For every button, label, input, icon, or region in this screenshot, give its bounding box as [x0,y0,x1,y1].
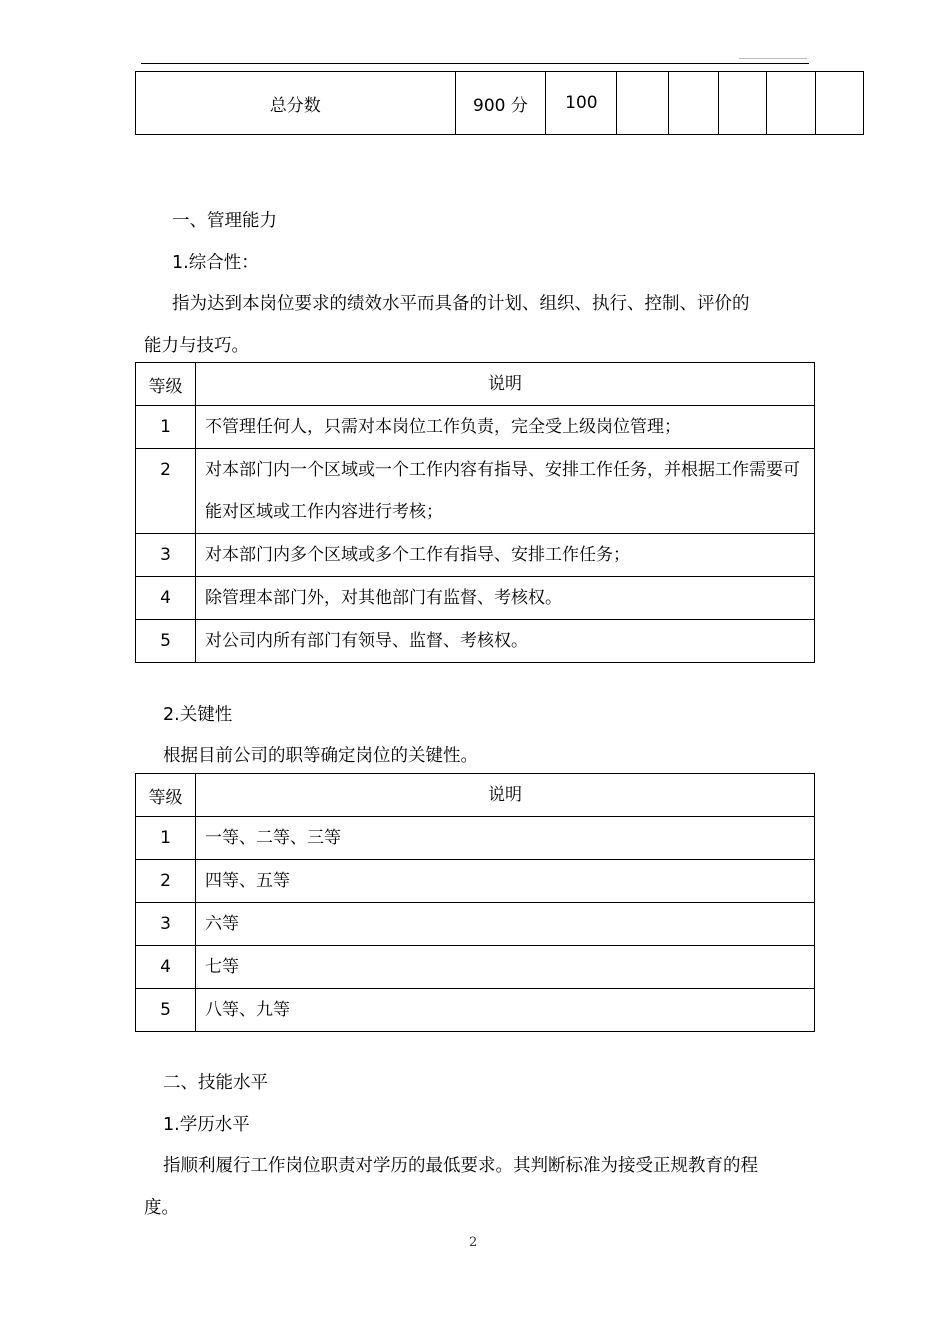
col-header-desc: 说明 [196,774,815,817]
level-cell: 2 [136,860,196,903]
blank-cell [719,72,767,135]
total-score: 100 [546,72,617,135]
table-row [136,449,815,534]
blank-cell [767,72,816,135]
desc-cell: 对本部门内一个区域或一个工作内容有指导、安排工作任务，并根据工作需要可能对区域或工作内容进行考核； [196,449,815,534]
table-row [136,72,864,135]
level-cell: 5 [136,620,196,663]
desc-cell: 不管理任何人，只需对本岗位工作负责，完全受上级岗位管理； [196,406,815,449]
desc-cell: 对公司内所有部门有领导、监督、考核权。 [196,620,815,663]
level-cell: 4 [136,577,196,620]
table-row [136,406,815,449]
section1-sub2-desc: 根据目前公司的职等确定岗位的关键性。 [163,746,478,766]
page-number: 2 [469,1235,478,1250]
table-row [136,946,815,989]
blank-cell [617,72,669,135]
level-cell: 5 [136,989,196,1032]
blank-cell [816,72,864,135]
level-cell: 1 [136,817,196,860]
col-header-desc: 说明 [196,363,815,406]
table-header-row [136,774,815,817]
desc-cell: 一等、二等、三等 [196,817,815,860]
header-rule [141,63,809,64]
desc-cell: 除管理本部门外，对其他部门有监督、考核权。 [196,577,815,620]
table-row [136,534,815,577]
comprehensiveness-table [135,362,815,663]
desc-cell: 七等 [196,946,815,989]
table-row [136,903,815,946]
total-label: 总分数 [136,72,456,135]
section1-sub1-title: 1.综合性： [172,253,259,273]
level-cell: 1 [136,406,196,449]
section2-heading: 二、技能水平 [163,1073,268,1093]
level-cell: 3 [136,903,196,946]
col-header-level: 等级 [136,774,196,817]
level-cell: 4 [136,946,196,989]
total-points: 900 分 [455,72,546,135]
section2-sub1-title: 1.学历水平 [163,1115,250,1135]
desc-cell: 八等、九等 [196,989,815,1032]
section1-sub2-title: 2.关键性 [163,705,233,725]
table-row [136,989,815,1032]
table-row [136,860,815,903]
desc-cell: 六等 [196,903,815,946]
section1-heading: 一、管理能力 [172,211,277,231]
section2-sub1-desc-line1: 指顺利履行工作岗位职责对学历的最低要求。其判断标准为接受正规教育的程 [163,1156,758,1176]
col-header-level: 等级 [136,363,196,406]
header-mark [739,58,807,59]
table-header-row [136,363,815,406]
level-cell: 2 [136,449,196,534]
section1-sub1-desc-line2: 能力与技巧。 [144,336,249,356]
desc-cell: 对本部门内多个区域或多个工作有指导、安排工作任务； [196,534,815,577]
total-score-table [135,71,864,135]
level-cell: 3 [136,534,196,577]
table-row [136,577,815,620]
blank-cell [669,72,719,135]
table-row [136,620,815,663]
criticality-table [135,773,815,1032]
section1-sub1-desc-line1: 指为达到本岗位要求的绩效水平而具备的计划、组织、执行、控制、评价的 [172,294,750,314]
section2-sub1-desc-line2: 度。 [144,1198,179,1218]
desc-cell: 四等、五等 [196,860,815,903]
table-row [136,817,815,860]
